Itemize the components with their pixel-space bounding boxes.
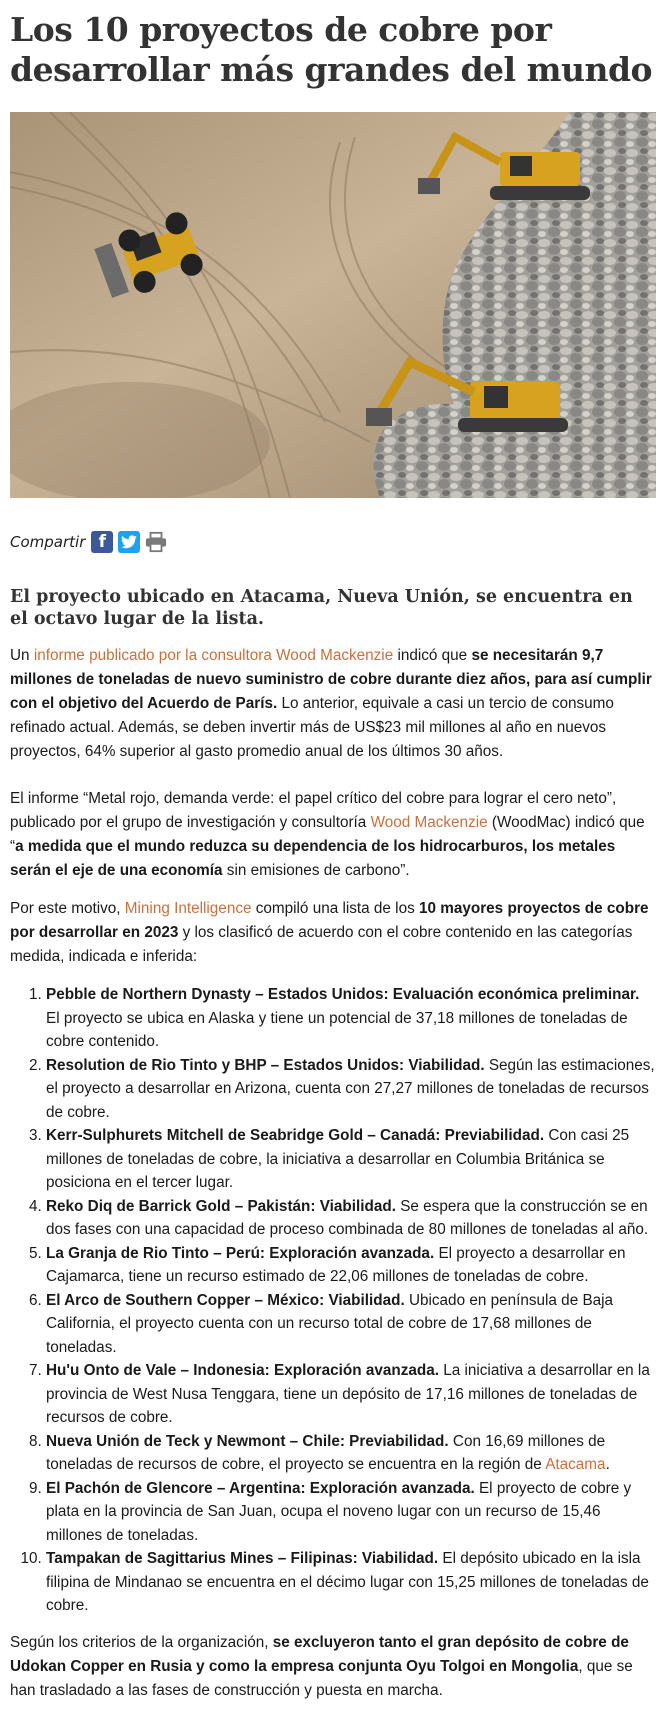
print-icon[interactable] [145,531,167,553]
article [0,10,666,1703]
share-bar [10,528,656,556]
wood-mackenzie-report-link[interactable]: informe publicado por la consultora Wood Mackenzie [33,647,394,664]
paragraph-2: El informe “Metal rojo, demanda verde: el papel crítico del cobre para lograr el cero neto”, publicado por el grupo de investigación y consultoría Wood Mackenzie (WoodMac) indicó que “a medida que el mundo reduzca su dependencia de los hidrocarburos, los metales serán el eje de una economía sin emisiones de carbono”. [10,790,645,879]
article-title: Los 10 proyectos de cobre por desarrollar más grandes del mundo [10,10,653,89]
paragraph-4: Según los criterios de la organización, se excluyeron tanto el gran depósito de cobre de Udokan Copper en Rusia y como la empresa conjunta Oyu Tolgoi en Mongolia, que se han trasladado a las fases de construcción y puesta en marcha. [10,1633,633,1699]
mining-intelligence-link[interactable]: Mining Intelligence [124,900,252,917]
list-item: 7. Hu'u Onto de Vale – Indonesia: Exploración avanzada. La iniciativa a desarrollar en la provincia de West Nusa Tenggara, tiene un depósito de 17,16 millones de toneladas de recursos de cobre. [46,1359,656,1430]
list-item: 2. Resolution de Rio Tinto y BHP – Estados Unidos: Viabilidad. Según las estimaciones, el proyecto a desarrollar en Arizona, cuenta con 27,27 millones de toneladas de recursos de cobre. [46,1054,656,1125]
twitter-icon[interactable] [118,531,140,553]
facebook-icon[interactable]: f [91,531,113,553]
list-item: 5. La Granja de Rio Tinto – Perú: Exploración avanzada. El proyecto a desarrollar en Cajamarca, tiene un recurso estimado de 22,06 millones de toneladas de cobre. [46,1242,656,1289]
share-label: Compartir [10,533,86,551]
wood-mackenzie-link[interactable]: Wood Mackenzie [370,814,488,831]
atacama-link[interactable]: Atacama [545,1456,606,1473]
article-subtitle: El proyecto ubicado en Atacama, Nueva Unión, se encuentra en el octavo lugar de la lista. [10,587,633,629]
list-item: 3. Kerr-Sulphurets Mitchell de Seabridge Gold – Canadá: Previabilidad. Con casi 25 millones de toneladas de cobre, la iniciativa a desarrollar en Columbia Británica se posiciona en el tercer lugar. [46,1124,656,1195]
paragraph-1: Un informe publicado por la consultora Wood Mackenzie indicó que se necesitarán 9,7 millones de toneladas de nuevo suministro de cobre durante diez años, para así cumplir con el objetivo del Acuerdo de París. Lo anterior, equivale a casi un tercio de consumo refinado actual. Además, se deben invertir más de US$23 mil millones al año en nuevos proyectos, 64% superior al gasto promedio anual de los últimos 30 años. [10,647,652,760]
list-item: 8. Nueva Unión de Teck y Newmont – Chile: Previabilidad. Con 16,69 millones de toneladas de recursos de cobre, el proyecto se encuentra en la región de Atacama. [46,1430,656,1477]
hero-image [10,112,656,498]
list-item: 9. El Pachón de Glencore – Argentina: Exploración avanzada. El proyecto de cobre y plata en la provincia de San Juan, ocupa el noveno lugar con un recurso de 15,46 millones de toneladas. [46,1477,656,1548]
list-item: 1. Pebble de Northern Dynasty – Estados Unidos: Evaluación económica preliminar. El proyecto se ubica en Alaska y tiene un potencial de 37,18 millones de toneladas de cobre contenido. [46,983,656,1054]
projects-list [10,983,656,1618]
paragraph-3: Por este motivo, Mining Intelligence compiló una lista de los 10 mayores proyectos de cobre por desarrollar en 2023 y los clasificó de acuerdo con el cobre contenido en las categorías medida, indicada e inferida: [10,900,649,965]
list-item: 10. Tampakan de Sagittarius Mines – Filipinas: Viabilidad. El depósito ubicado en la isla filipina de Mindanao se encuentra en el décimo lugar con 15,25 millones de toneladas de cobre. [46,1547,656,1618]
list-item: 4. Reko Diq de Barrick Gold – Pakistán: Viabilidad. Se espera que la construcción se en dos fases con una capacidad de proceso combinada de 80 millones de toneladas al año. [46,1195,656,1242]
list-item: 6. El Arco de Southern Copper – México: Viabilidad. Ubicado en península de Baja California, el proyecto cuenta con un recurso total de cobre de 17,68 millones de toneladas. [46,1289,656,1360]
